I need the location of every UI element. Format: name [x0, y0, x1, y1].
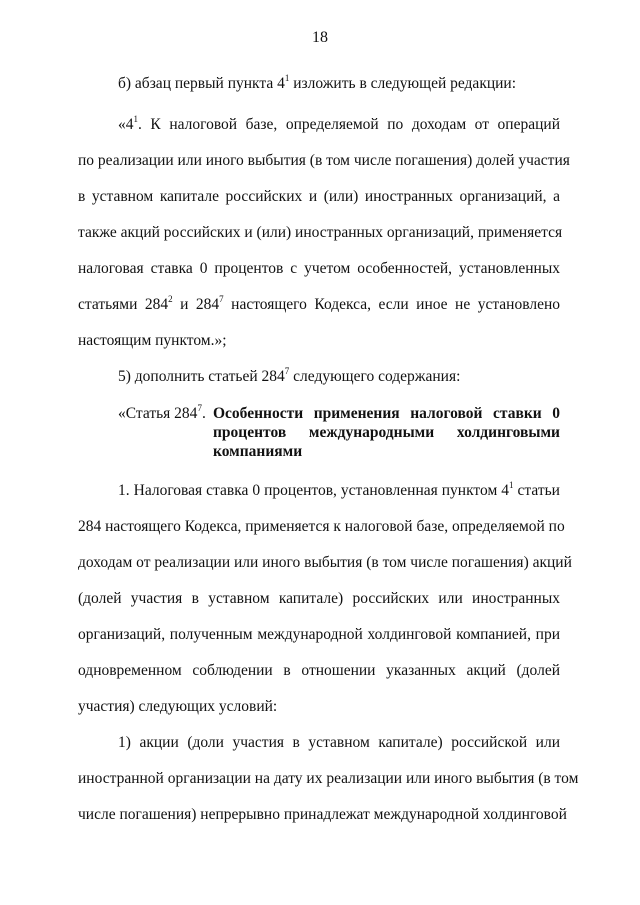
- article-heading-line: Особенности применения налоговой ставки 0: [213, 405, 560, 422]
- clause-text-line: по реализации или иного выбытия (в том числе погашения) долей участия: [78, 152, 570, 169]
- paragraph-b-intro: б) абзац первый пункта $4^1$ изложить в следующей редакции:: [118, 73, 517, 92]
- article-text-line: (долей участия в уставном капитале) российских или иностранных: [78, 590, 560, 607]
- condition-1-line: числе погашения) непрерывно принадлежат международной холдинговой: [78, 806, 567, 823]
- condition-1-line: 1) акции (доли участия в уставном капитале) российской или: [118, 734, 560, 751]
- article-text-line: организаций, полученным международной холдинговой компанией, при: [78, 626, 560, 643]
- article-text-line: доходам от реализации или иного выбытия (в том числе погашения) акций: [78, 554, 572, 571]
- page-number: 18: [312, 29, 328, 46]
- paragraph-5-intro: 5) дополнить статьей $284^7$ следующего содержания:: [118, 366, 461, 385]
- clause-text-line: также акций российских и (или) иностранных организаций, применяется: [78, 224, 563, 241]
- clause-text-line: налоговая ставка 0 процентов с учетом особенностей, установленных: [78, 260, 560, 277]
- article-text-line: одновременном соблюдении в отношении указанных акций (долей: [78, 662, 560, 679]
- clause-4-1-line: «$4^1$. К налоговой базе, определяемой по доходам от операций: [118, 114, 560, 133]
- article-text-line: 284 настоящего Кодекса, применяется к налоговой базе, определяемой по: [78, 518, 565, 535]
- clause-text-line: статьями $284^2$ и $284^7$ настоящего Кодекса, если иное не установлено: [78, 294, 560, 313]
- condition-1-line: иностранной организации на дату их реализации или иного выбытия (в том: [78, 770, 579, 787]
- article-heading-line: компаниями: [213, 443, 303, 460]
- article-text-line: 1. Налоговая ставка 0 процентов, установленная пунктом $4^1$ статьи: [118, 480, 560, 499]
- article-heading-line: процентов международными холдинговыми: [213, 424, 560, 441]
- clause-text-line: настоящим пунктом.»;: [78, 332, 227, 349]
- article-text-line: участия) следующих условий:: [78, 698, 278, 715]
- article-number: «Статья $284^7$.: [118, 403, 206, 422]
- clause-text-line: в уставном капитале российских и (или) иностранных организаций, а: [78, 188, 560, 205]
